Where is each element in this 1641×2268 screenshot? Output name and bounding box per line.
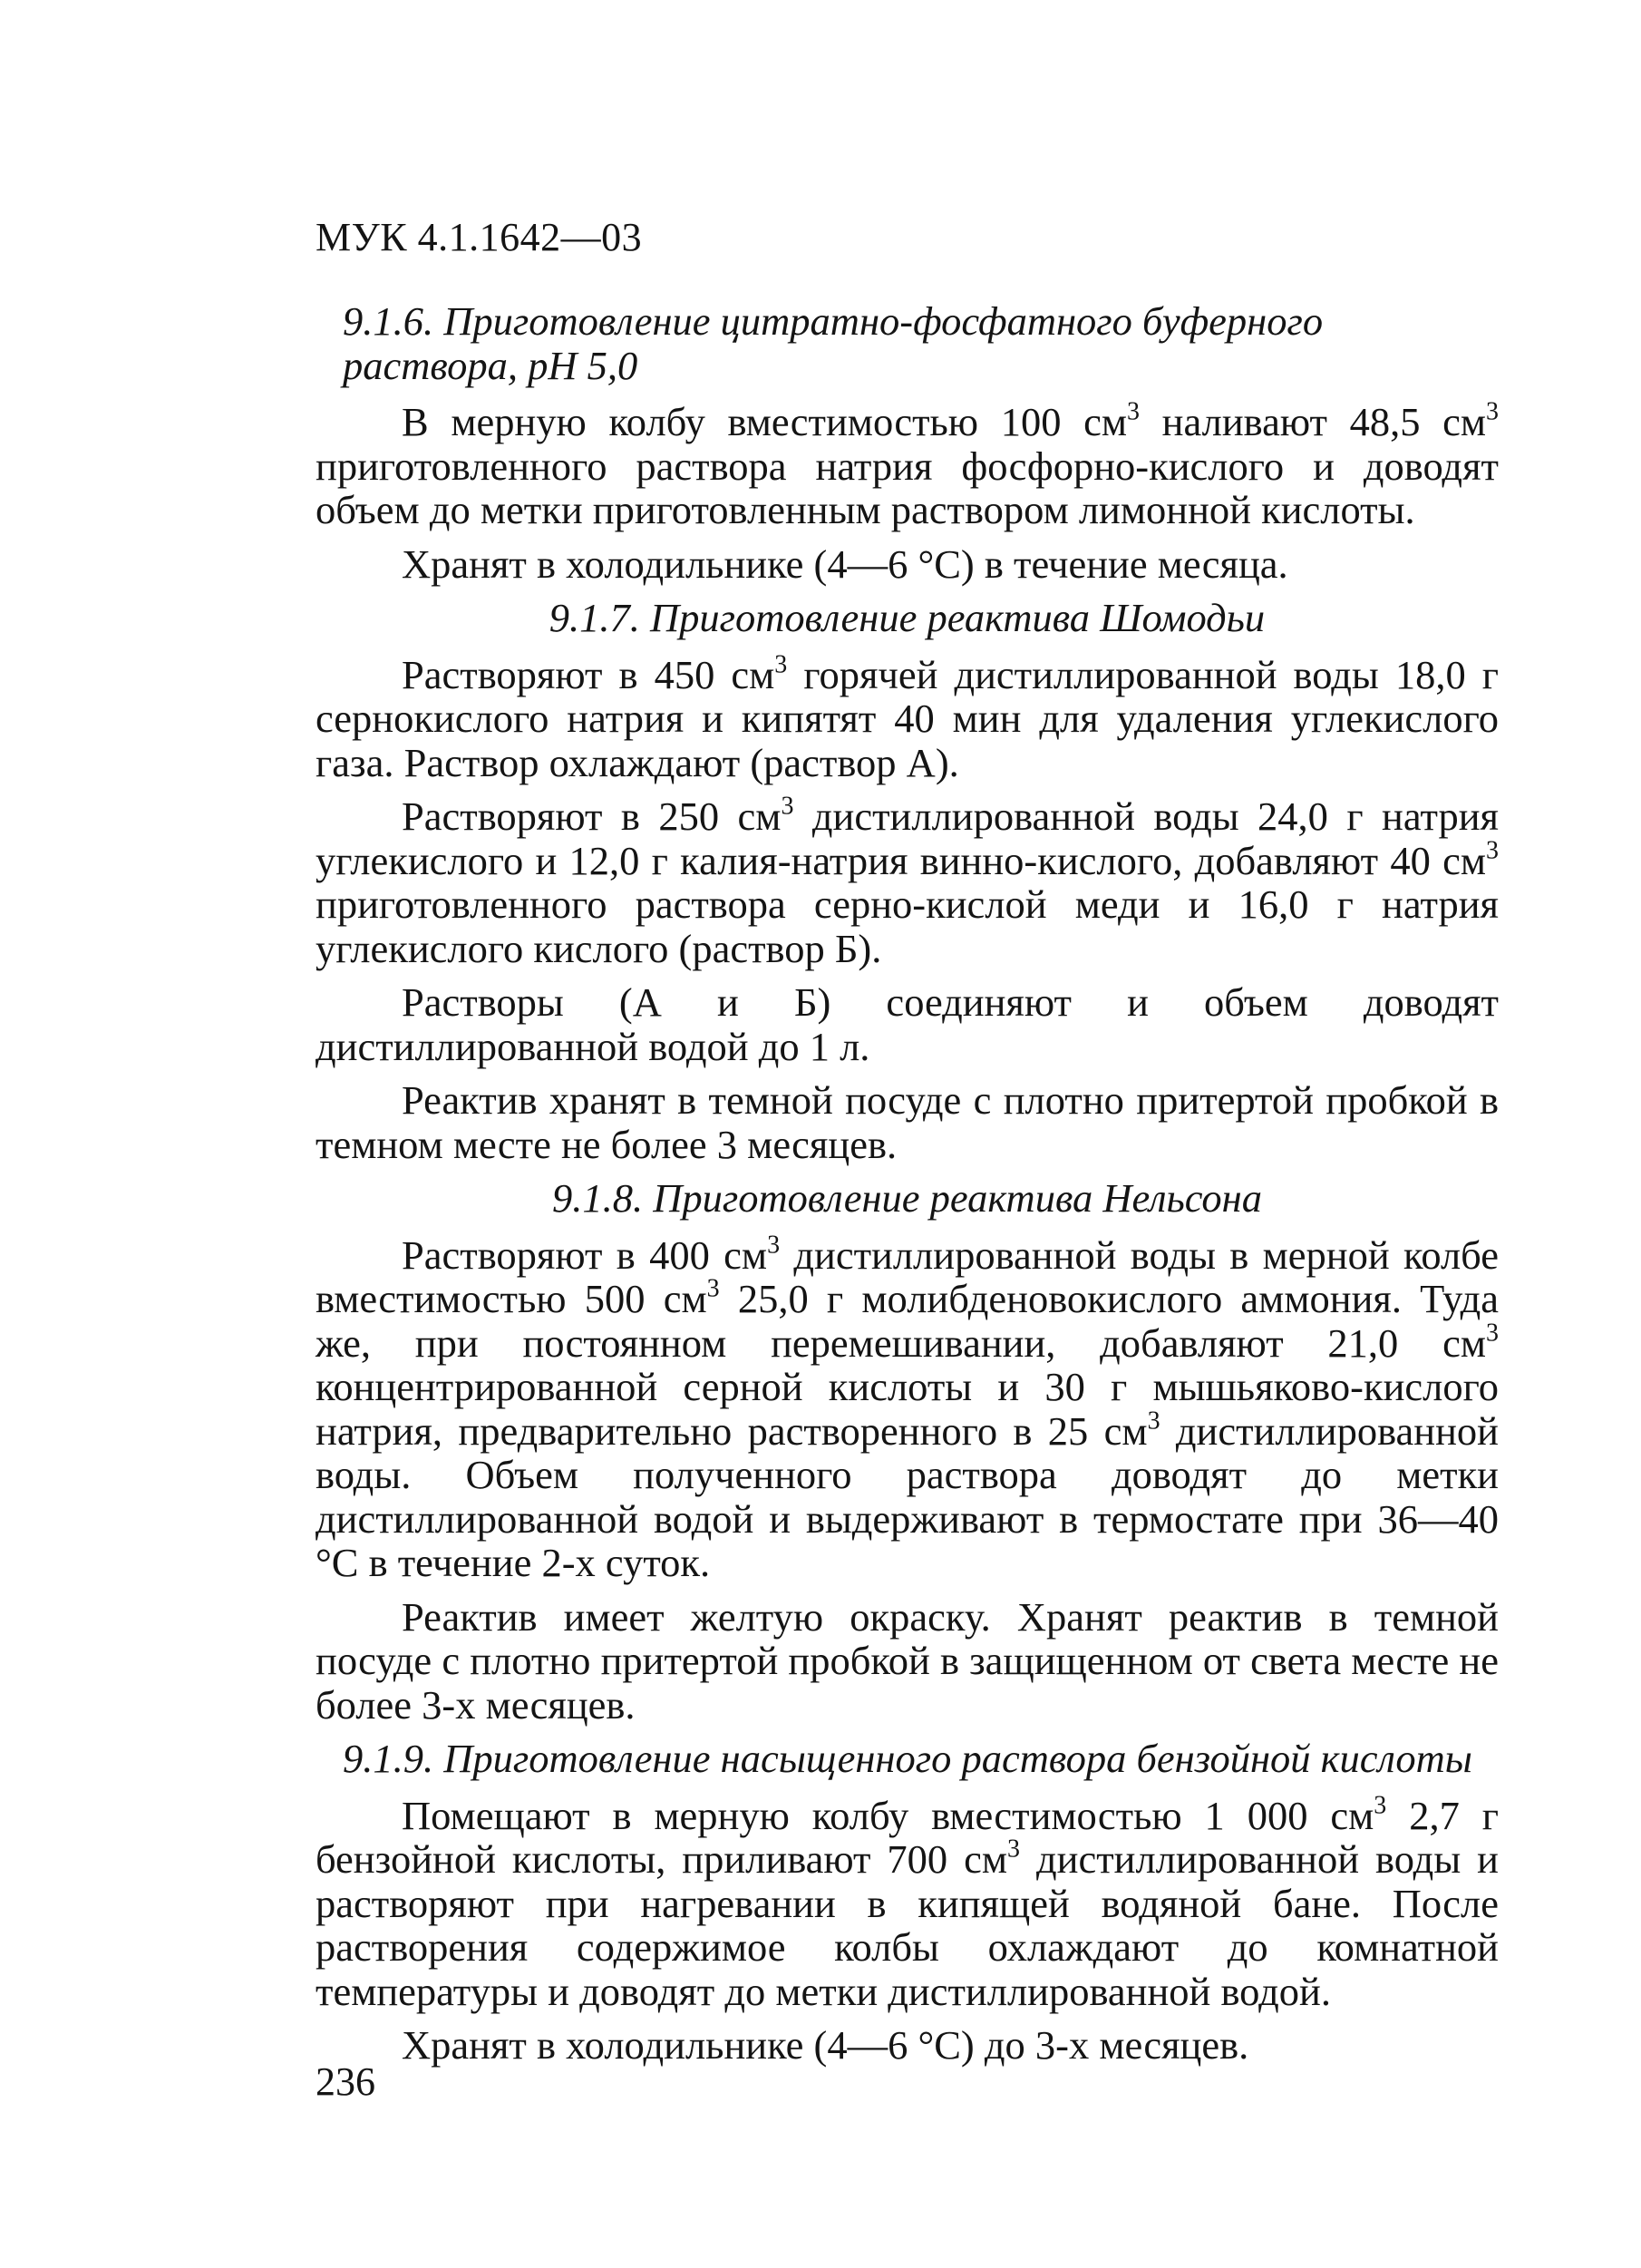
paragraph-9-1-9-1 bbox=[316, 1791, 1499, 2014]
section-heading-9-1-7: 9.1.7. Приготовление реактива Шомодьи bbox=[549, 595, 1266, 640]
text-fragment: дистиллированной воды и растворяют при нагревании в кипящей водяной бане. После растворения содержимое колбы охлаждают до комнатной температуры и доводят до метки дистиллированной водой. bbox=[316, 1836, 1499, 2014]
paragraph-9-1-7-4: Реактив хранят в темной посуде с плотно притертой пробкой в темном месте не более 3 месяцев. bbox=[316, 1077, 1499, 1167]
superscript: 3 bbox=[1007, 1835, 1021, 1864]
paragraph-9-1-7-1 bbox=[316, 650, 1499, 785]
superscript: 3 bbox=[781, 792, 794, 821]
section-heading-9-1-8: 9.1.8. Приготовление реактива Нельсона bbox=[552, 1175, 1262, 1221]
paragraph-9-1-6-1 bbox=[316, 397, 1500, 532]
text-fragment: концентрированной серной кислоты и 30 г мышьяково-кислого натрия, предварительно растворенного в 25 см bbox=[316, 1364, 1499, 1454]
text-fragment: дистиллированной воды в мерной колбе вместимостью 500 см bbox=[316, 1231, 1499, 1321]
superscript: 3 bbox=[1486, 397, 1500, 426]
text-fragment: Растворяют в 400 см bbox=[402, 1231, 768, 1278]
section-heading-9-1-9: 9.1.9. Приготовление насыщенного раствора бензойной кислоты bbox=[343, 1736, 1472, 1781]
paragraph-9-1-8-1 bbox=[316, 1233, 1499, 1585]
text-fragment: 25,0 г молибденовокислого аммония. Туда же, при постоянном перемешивании, добавляют 21,0 см bbox=[316, 1276, 1499, 1366]
document-code: МУК 4.1.1642—03 bbox=[316, 215, 643, 259]
superscript: 3 bbox=[1147, 1407, 1160, 1436]
paragraph-9-1-9-2: Хранят в холодильнике (4—6 °С) до 3-х месяцев. bbox=[402, 2022, 1249, 2068]
superscript: 3 bbox=[767, 1231, 781, 1260]
superscript: 3 bbox=[1486, 836, 1499, 865]
text-fragment: Растворяют в 450 см bbox=[402, 651, 775, 697]
text-fragment: 2,7 г бензойной кислоты, приливают 700 см bbox=[316, 1792, 1499, 1882]
text-fragment: дистиллированной воды. Объем полученного раствора доводят до метки дистиллированной водой и выдерживают в термостате при 36—40 °С в течение 2-х суток. bbox=[316, 1407, 1499, 1585]
text-fragment: В мерную колбу вместимостью 100 см bbox=[402, 399, 1128, 444]
document-page bbox=[316, 0, 1499, 2268]
page-content bbox=[316, 299, 1499, 2068]
superscript: 3 bbox=[1374, 1791, 1387, 1820]
page-number: 236 bbox=[316, 2059, 375, 2104]
superscript: 3 bbox=[1486, 1319, 1499, 1348]
paragraph-9-1-6-2: Хранят в холодильнике (4—6 °С) в течение месяца. bbox=[402, 540, 1288, 587]
text-fragment: Растворяют в 250 см bbox=[402, 793, 782, 839]
text-fragment: дистиллированной воды 24,0 г натрия углекислого и 12,0 г калия-натрия винно-кислого, добавляют 40 см bbox=[316, 793, 1499, 883]
paragraph-9-1-7-2 bbox=[316, 794, 1499, 970]
text-fragment: Помещают в мерную колбу вместимостью 1 000 см bbox=[402, 1792, 1374, 1838]
superscript: 3 bbox=[706, 1274, 720, 1303]
superscript: 3 bbox=[1127, 397, 1141, 426]
paragraph-9-1-8-2: Реактив имеет желтую окраску. Хранят реактив в темной посуде с плотно притертой пробкой в защищенном от света месте не более 3-х месяцев. bbox=[316, 1593, 1499, 1728]
text-fragment: горячей дистиллированной воды 18,0 г сернокислого натрия и кипятят 40 мин для удаления углекислого газа. Раствор охлаждают (раствор А). bbox=[316, 651, 1499, 785]
text-fragment: наливают 48,5 см bbox=[1140, 399, 1487, 444]
text-fragment: приготовленного раствора натрия фосфорно-кислого и доводят объем до метки приготовленным раствором лимонной кислоты. bbox=[316, 443, 1499, 532]
paragraph-9-1-7-3: Растворы (А и Б) соединяют и объем доводят дистиллированной водой до 1 л. bbox=[316, 979, 1499, 1069]
text-fragment: приготовленного раствора серно-кислой меди и 16,0 г натрия углекислого кислого (раствор Б). bbox=[316, 881, 1499, 971]
superscript: 3 bbox=[774, 650, 788, 679]
section-heading-9-1-6: 9.1.6. Приготовление цитратно-фосфатного буферного раствора, pH 5,0 bbox=[343, 298, 1324, 388]
